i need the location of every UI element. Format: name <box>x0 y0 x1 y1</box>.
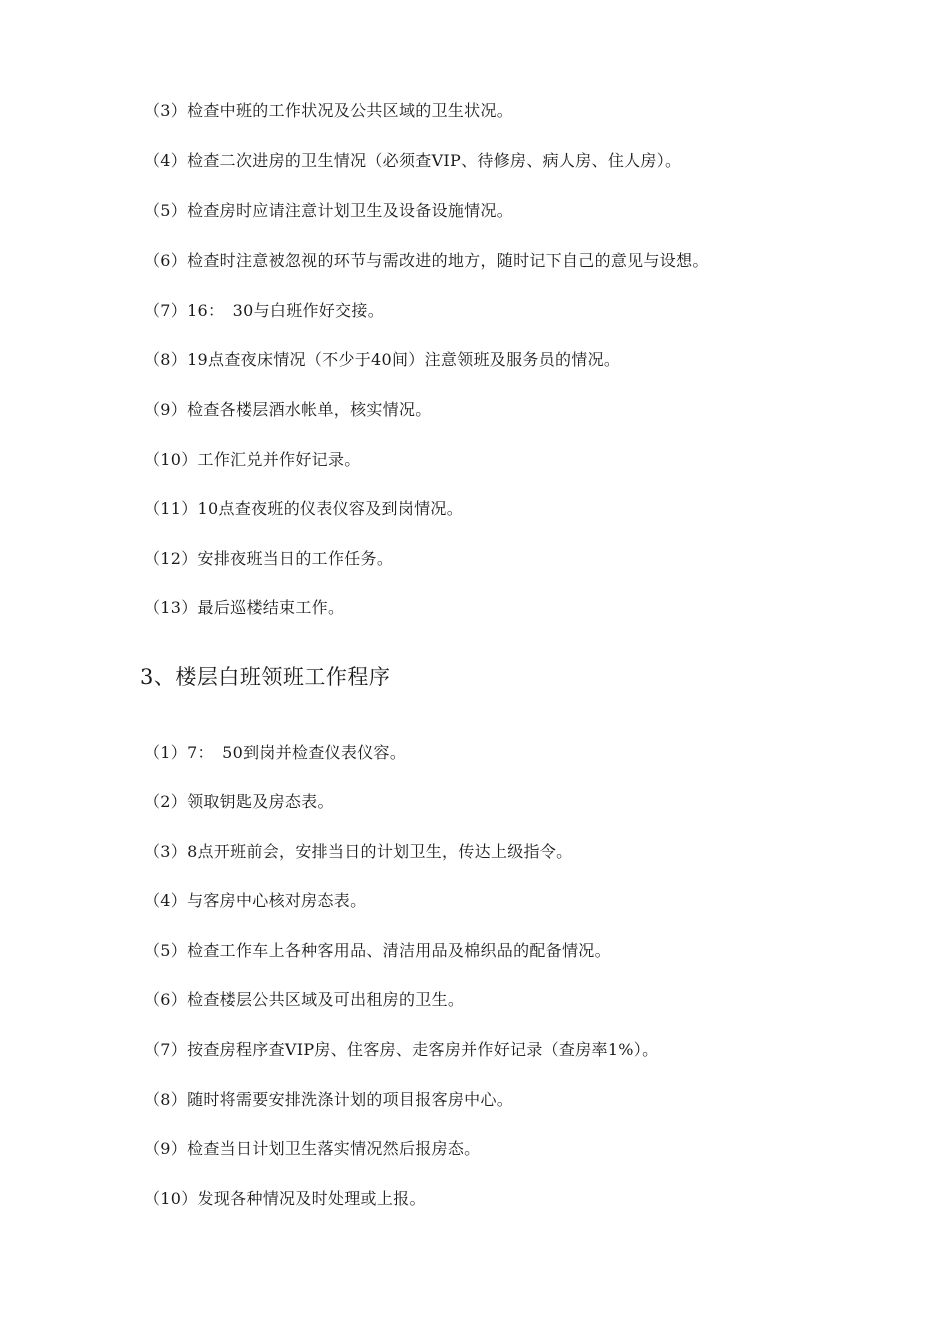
list-item: （8）19点查夜床情况（不少于40间）注意领班及服务员的情况。 <box>144 350 621 369</box>
list-item: （7）16： 30与白班作好交接。 <box>144 301 384 320</box>
list-item: （9）检查各楼层酒水帐单，核实情况。 <box>144 400 432 419</box>
list-item: （10）发现各种情况及时处理或上报。 <box>144 1189 426 1208</box>
list-item: （10）工作汇兑并作好记录。 <box>144 450 361 469</box>
list-item: （9）检查当日计划卫生落实情况然后报房态。 <box>144 1139 481 1158</box>
section-heading: 3、楼层白班领班工作程序 <box>140 665 391 689</box>
list-item: （8）随时将需要安排洗涤计划的项目报客房中心。 <box>144 1090 514 1109</box>
list-item: （6）检查楼层公共区域及可出租房的卫生。 <box>144 990 465 1009</box>
list-item: （3）检查中班的工作状况及公共区域的卫生状况。 <box>144 101 514 120</box>
list-item: （1）7： 50到岗并检查仪表仪容。 <box>144 743 407 762</box>
list-item: （2）领取钥匙及房态表。 <box>144 792 334 811</box>
list-item: （3）8点开班前会，安排当日的计划卫生，传达上级指令。 <box>144 842 573 861</box>
list-item: （5）检查工作车上各种客用品、清洁用品及棉织品的配备情况。 <box>144 941 611 960</box>
list-item: （4）与客房中心核对房态表。 <box>144 891 367 910</box>
list-item: （11）10点查夜班的仪表仪容及到岗情况。 <box>144 499 464 518</box>
list-item: （12）安排夜班当日的工作任务。 <box>144 549 394 568</box>
list-item: （7）按查房程序查VIP房、住客房、走客房并作好记录（查房率1%）。 <box>144 1040 659 1059</box>
list-item: （13）最后巡楼结束工作。 <box>144 598 345 617</box>
list-item: （5）检查房时应请注意计划卫生及设备设施情况。 <box>144 201 514 220</box>
list-item: （6）检查时注意被忽视的环节与需改进的地方，随时记下自己的意见与设想。 <box>144 251 709 270</box>
list-item: （4）检查二次进房的卫生情况（必须查VIP、待修房、病人房、住人房）。 <box>144 151 682 170</box>
